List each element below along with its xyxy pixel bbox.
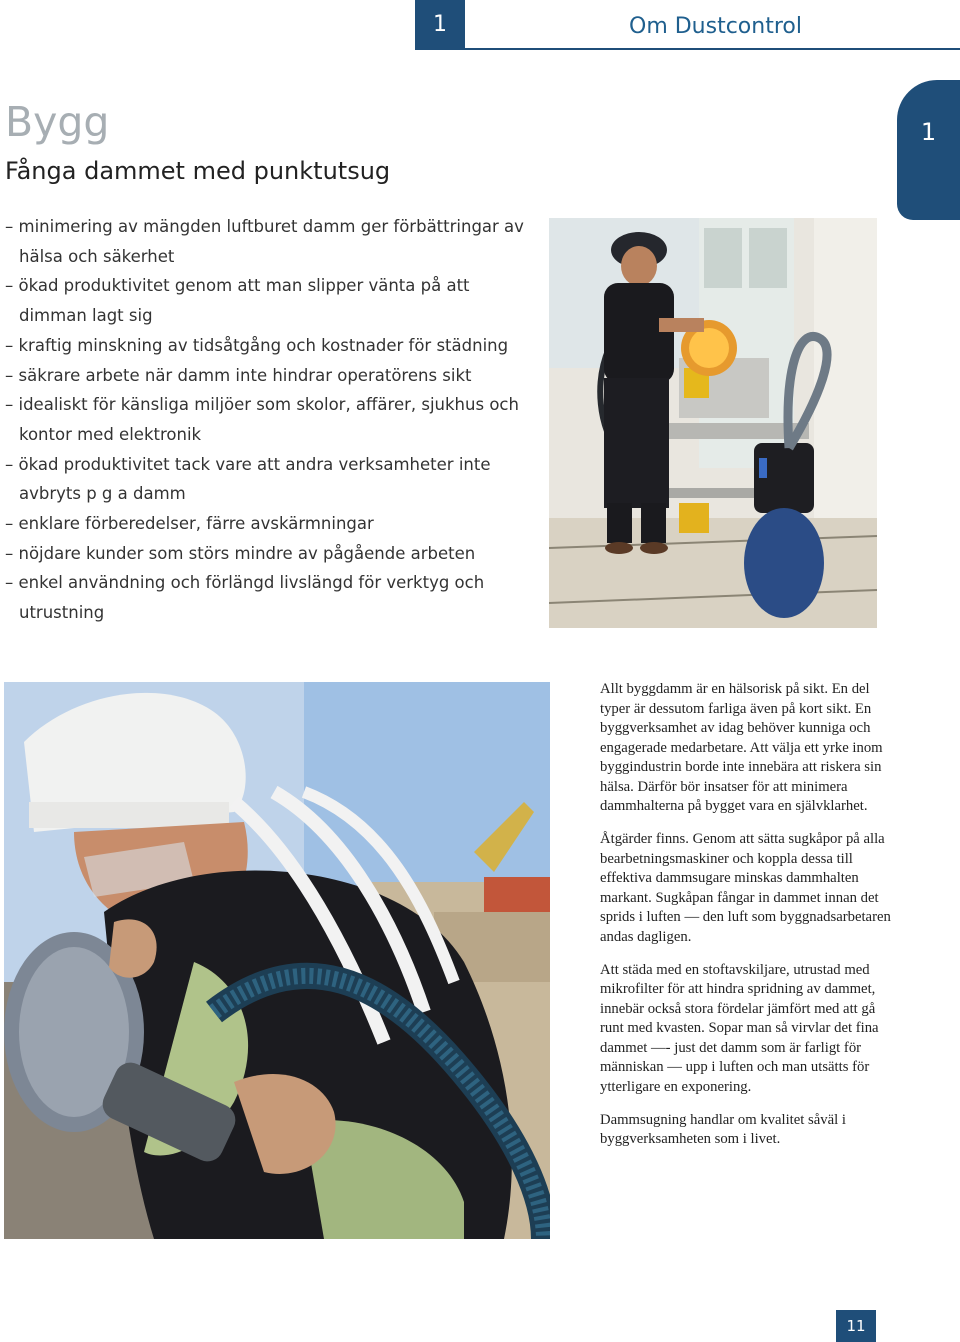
page-title: Bygg (5, 98, 110, 146)
body-paragraph: Att städa med en stoftavskiljare, utrustad med mikrofilter för att hindra spridning av dammet, innebär också stora fördelar jämfört med att gå runt med kvasten. Sopar man så virvlar det fina dammet —- just det damm som är farligt för människan — upp i luften och man utsätts för ytterligare en exponering. (600, 961, 879, 1095)
body-paragraph: Allt byggdamm är en hälsorisk på sikt. En del typer är dessutom farliga även på kort sikt. En byggverksamhet av idag behöver kunniga och engagerade medarbetare. Att välja ett yrke inom byggindustrin borde inte innebära att riskera sin hälsa. Därför bör insatser för att minimera dammhalterna på bygget vara en självklarhet. (600, 681, 883, 814)
list-item: – nöjdare kunder som störs mindre av pågående arbeten (5, 543, 476, 563)
photo-grinder-worker (4, 682, 550, 1239)
body-paragraph: Dammsugning handlar om kvalitet såväl i byggverksamheten som i livet. (600, 1111, 846, 1147)
page-number: 11 (836, 1310, 876, 1342)
body-paragraph: Åtgärder finns. Genom att sätta sugkåpor på alla bearbetningsmaskiner och koppla dessa till effektiva dammsugare minskas dammhalten markant. Sugkåpan fångar in dammet innan det sprids i luften — den luft som byggnadsarbetaren andas dagligen. (600, 831, 891, 945)
benefits-list (5, 212, 525, 628)
page-subtitle: Fånga dammet med punktutsug (5, 157, 391, 185)
side-tab-number: 1 (920, 118, 937, 146)
side-chapter-tab (897, 80, 960, 220)
list-item: – kraftig minskning av tidsåtgång och kostnader för städning (5, 335, 509, 355)
chapter-number-box: 1 (415, 0, 465, 49)
list-item: – minimering av mängden luftburet damm ger förbättringar av hälsa och säkerhet (5, 217, 524, 266)
list-item: – enklare förberedelser, färre avskärmningar (5, 514, 374, 534)
list-item: – säkrare arbete när damm inte hindrar operatörens sikt (5, 365, 472, 385)
body-text-column (600, 680, 900, 1163)
photo-mitre-saw-worker (549, 218, 877, 628)
chapter-title: Om Dustcontrol (629, 14, 802, 39)
list-item: – enkel användning och förlängd livslängd för verktyg och utrustning (5, 573, 485, 623)
list-item: – ökad produktivitet tack vare att andra verksamheter inte avbryts p g a damm (5, 454, 491, 504)
header-rule (415, 48, 960, 50)
list-item: – idealiskt för känsliga miljöer som skolor, affärer, sjukhus och kontor med elektronik (5, 395, 519, 444)
list-item: – ökad produktivitet genom att man slipper vänta på att dimman lagt sig (5, 276, 470, 326)
